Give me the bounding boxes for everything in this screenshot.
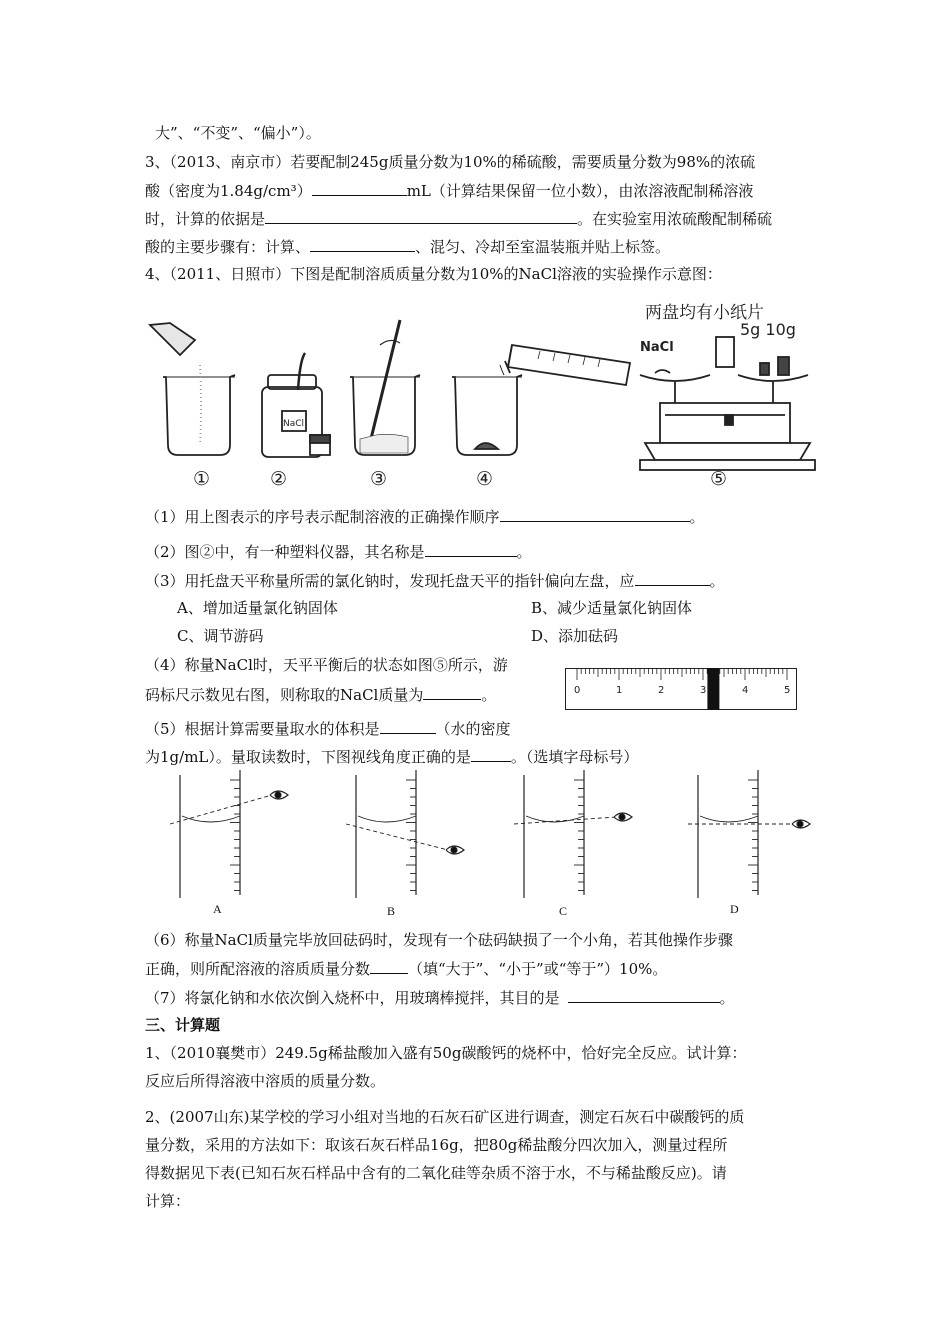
cylinder-label-a: A [213,902,222,916]
text: 。 [719,989,735,1007]
sight-line [170,795,272,824]
sub-question-3 [145,570,725,591]
sub-question-6-line-1: （6）称量NaCl质量完毕放回砝码时，发现有一个砝码缺损了一个小角，若其他操作步骤 [145,931,733,949]
answer-blank[interactable] [370,958,408,974]
rider-ruler [565,668,797,710]
calc-2-line-4: 计算： [145,1192,191,1210]
cylinder-label-d: D [730,902,739,916]
question-3-line-2 [145,180,753,201]
eye-pupil [797,821,803,827]
text: （7）将氯化钠和水依次倒入烧杯中，用玻璃棒搅拌，其目的是 [145,989,560,1007]
cylinder-label-c: C [559,904,568,918]
sub-question-5-line-1 [145,718,511,739]
text: （2）图②中，有一种塑料仪器，其名称是 [145,543,425,561]
meniscus [182,816,240,822]
option-b[interactable]: B、减少适量氯化钠固体 [531,599,693,617]
meniscus [358,816,416,822]
sub-question-4-line-2 [145,684,496,705]
answer-blank[interactable] [635,570,710,586]
balance-note: 两盘均有小纸片 [645,303,764,323]
figure-label-5: ⑤ [710,468,728,490]
text: 码标尺示数见右图，则称取的NaCl质量为 [145,686,424,704]
question-3-line-4 [145,236,670,257]
text: mL（计算结果保留一位小数），由浓溶液配制稀溶液 [406,182,754,200]
ruler-tick-label: 3 [700,685,707,696]
ruler-tick-label: 4 [742,685,749,696]
text: 时，计算的依据是 [145,210,266,228]
text: 。 [689,508,705,526]
rider-marker [707,668,719,710]
calc-2-line-1: 2、(2007山东)某学校的学习小组对当地的石灰石矿区进行调查，测定石灰石中碳酸钙的质 [145,1108,745,1126]
eye-pupil [619,814,625,820]
eye-pupil [451,847,457,853]
text: 正确，则所配溶液的溶质质量分数 [145,960,371,978]
cylinder-label-b: B [387,904,396,918]
calc-2-line-2: 量分数，采用的方法如下：取该石灰石样品16g，把80g稀盐酸分四次加入，测量过程所 [145,1136,728,1154]
ruler-tick-label: 5 [784,685,791,696]
option-a[interactable]: A、增加适量氯化钠固体 [177,599,338,617]
answer-blank[interactable] [568,987,720,1003]
answer-blank[interactable] [310,236,415,252]
option-d[interactable]: D、添加砝码 [531,627,619,645]
sub-question-4-line-1: （4）称量NaCl时，天平平衡后的状态如图⑤所示，游 [145,656,508,674]
eye-pupil [275,792,281,798]
figure-label-4: ④ [476,468,494,490]
sub-question-7 [145,987,735,1008]
question-3-line-3 [145,208,772,229]
text: 。 [481,686,497,704]
figure-label-1: ① [193,468,211,490]
text: （水的密度 [435,720,511,738]
calc-2-line-3: 得数据见下表(已知石灰石样品中含有的二氧化硅等杂质不溶于水，不与稀盐酸反应)。请 [145,1164,727,1182]
answer-blank[interactable] [423,684,481,700]
text-line: 大”、“不变”、“偏小”）。 [155,124,321,142]
svg-text:NaCl: NaCl [283,419,305,429]
text: 、混匀、冷却至室温装瓶并贴上标签。 [415,238,671,256]
text: （1）用上图表示的序号表示配制溶液的正确操作顺序 [145,508,500,526]
meniscus [526,816,584,822]
weights-label: 5g 10g [740,320,796,339]
answer-blank[interactable] [500,506,690,522]
text: （3）用托盘天平称量所需的氯化钠时，发现托盘天平的指针偏向左盘，应 [145,572,635,590]
figure-label-2: ② [270,468,288,490]
figure-label-3: ③ [370,468,388,490]
meniscus [700,816,758,822]
calc-1-line-2: 反应后所得溶液中溶质的质量分数。 [145,1072,386,1090]
text: （填“大于”、“小于”或“等于”）10%。 [408,960,668,978]
ruler-tick-label: 2 [658,685,665,696]
sub-question-5-line-2 [145,746,638,767]
ruler-tick-label: 1 [616,685,623,696]
answer-blank[interactable] [380,718,436,734]
text: 酸的主要步骤有：计算、 [145,238,311,256]
sub-question-1 [145,506,705,527]
text: 。 [709,572,725,590]
option-c[interactable]: C、调节游码 [177,627,264,645]
text: 。（选填字母标号） [510,748,639,766]
answer-blank[interactable] [265,208,577,224]
text: 为1g/mL）。量取读数时，下图视线角度正确的是 [145,748,471,766]
cylinders-figure [170,770,830,900]
text: （5）根据计算需要量取水的体积是 [145,720,380,738]
sub-question-6-line-2 [145,958,667,979]
section-3-heading: 三、计算题 [145,1016,221,1034]
text: 。在实验室用浓硫酸配制稀硫 [577,210,773,228]
sight-line [514,817,616,824]
question-3-line-1: 3、（2013、南京市）若要配制245g质量分数为10%的稀硫酸，需要质量分数为98%的浓硫 [145,153,756,171]
question-4-intro: 4、（2011、日照市）下图是配制溶质质量分数为10%的NaCl溶液的实验操作示意图： [145,265,722,283]
answer-blank[interactable] [312,180,407,196]
answer-blank[interactable] [471,746,511,762]
nacl-pan-label: NaCl [640,340,674,355]
text: 。 [516,543,532,561]
sub-question-2 [145,541,532,562]
sight-line [346,824,448,850]
answer-blank[interactable] [425,541,517,557]
calc-1-line-1: 1、（2010襄樊市）249.5g稀盐酸加入盛有50g碳酸钙的烧杯中，恰好完全反应。试计算： [145,1044,747,1062]
text: 酸（密度为1.84g/cm³） [145,182,312,200]
ruler-tick-label: 0 [574,685,581,696]
